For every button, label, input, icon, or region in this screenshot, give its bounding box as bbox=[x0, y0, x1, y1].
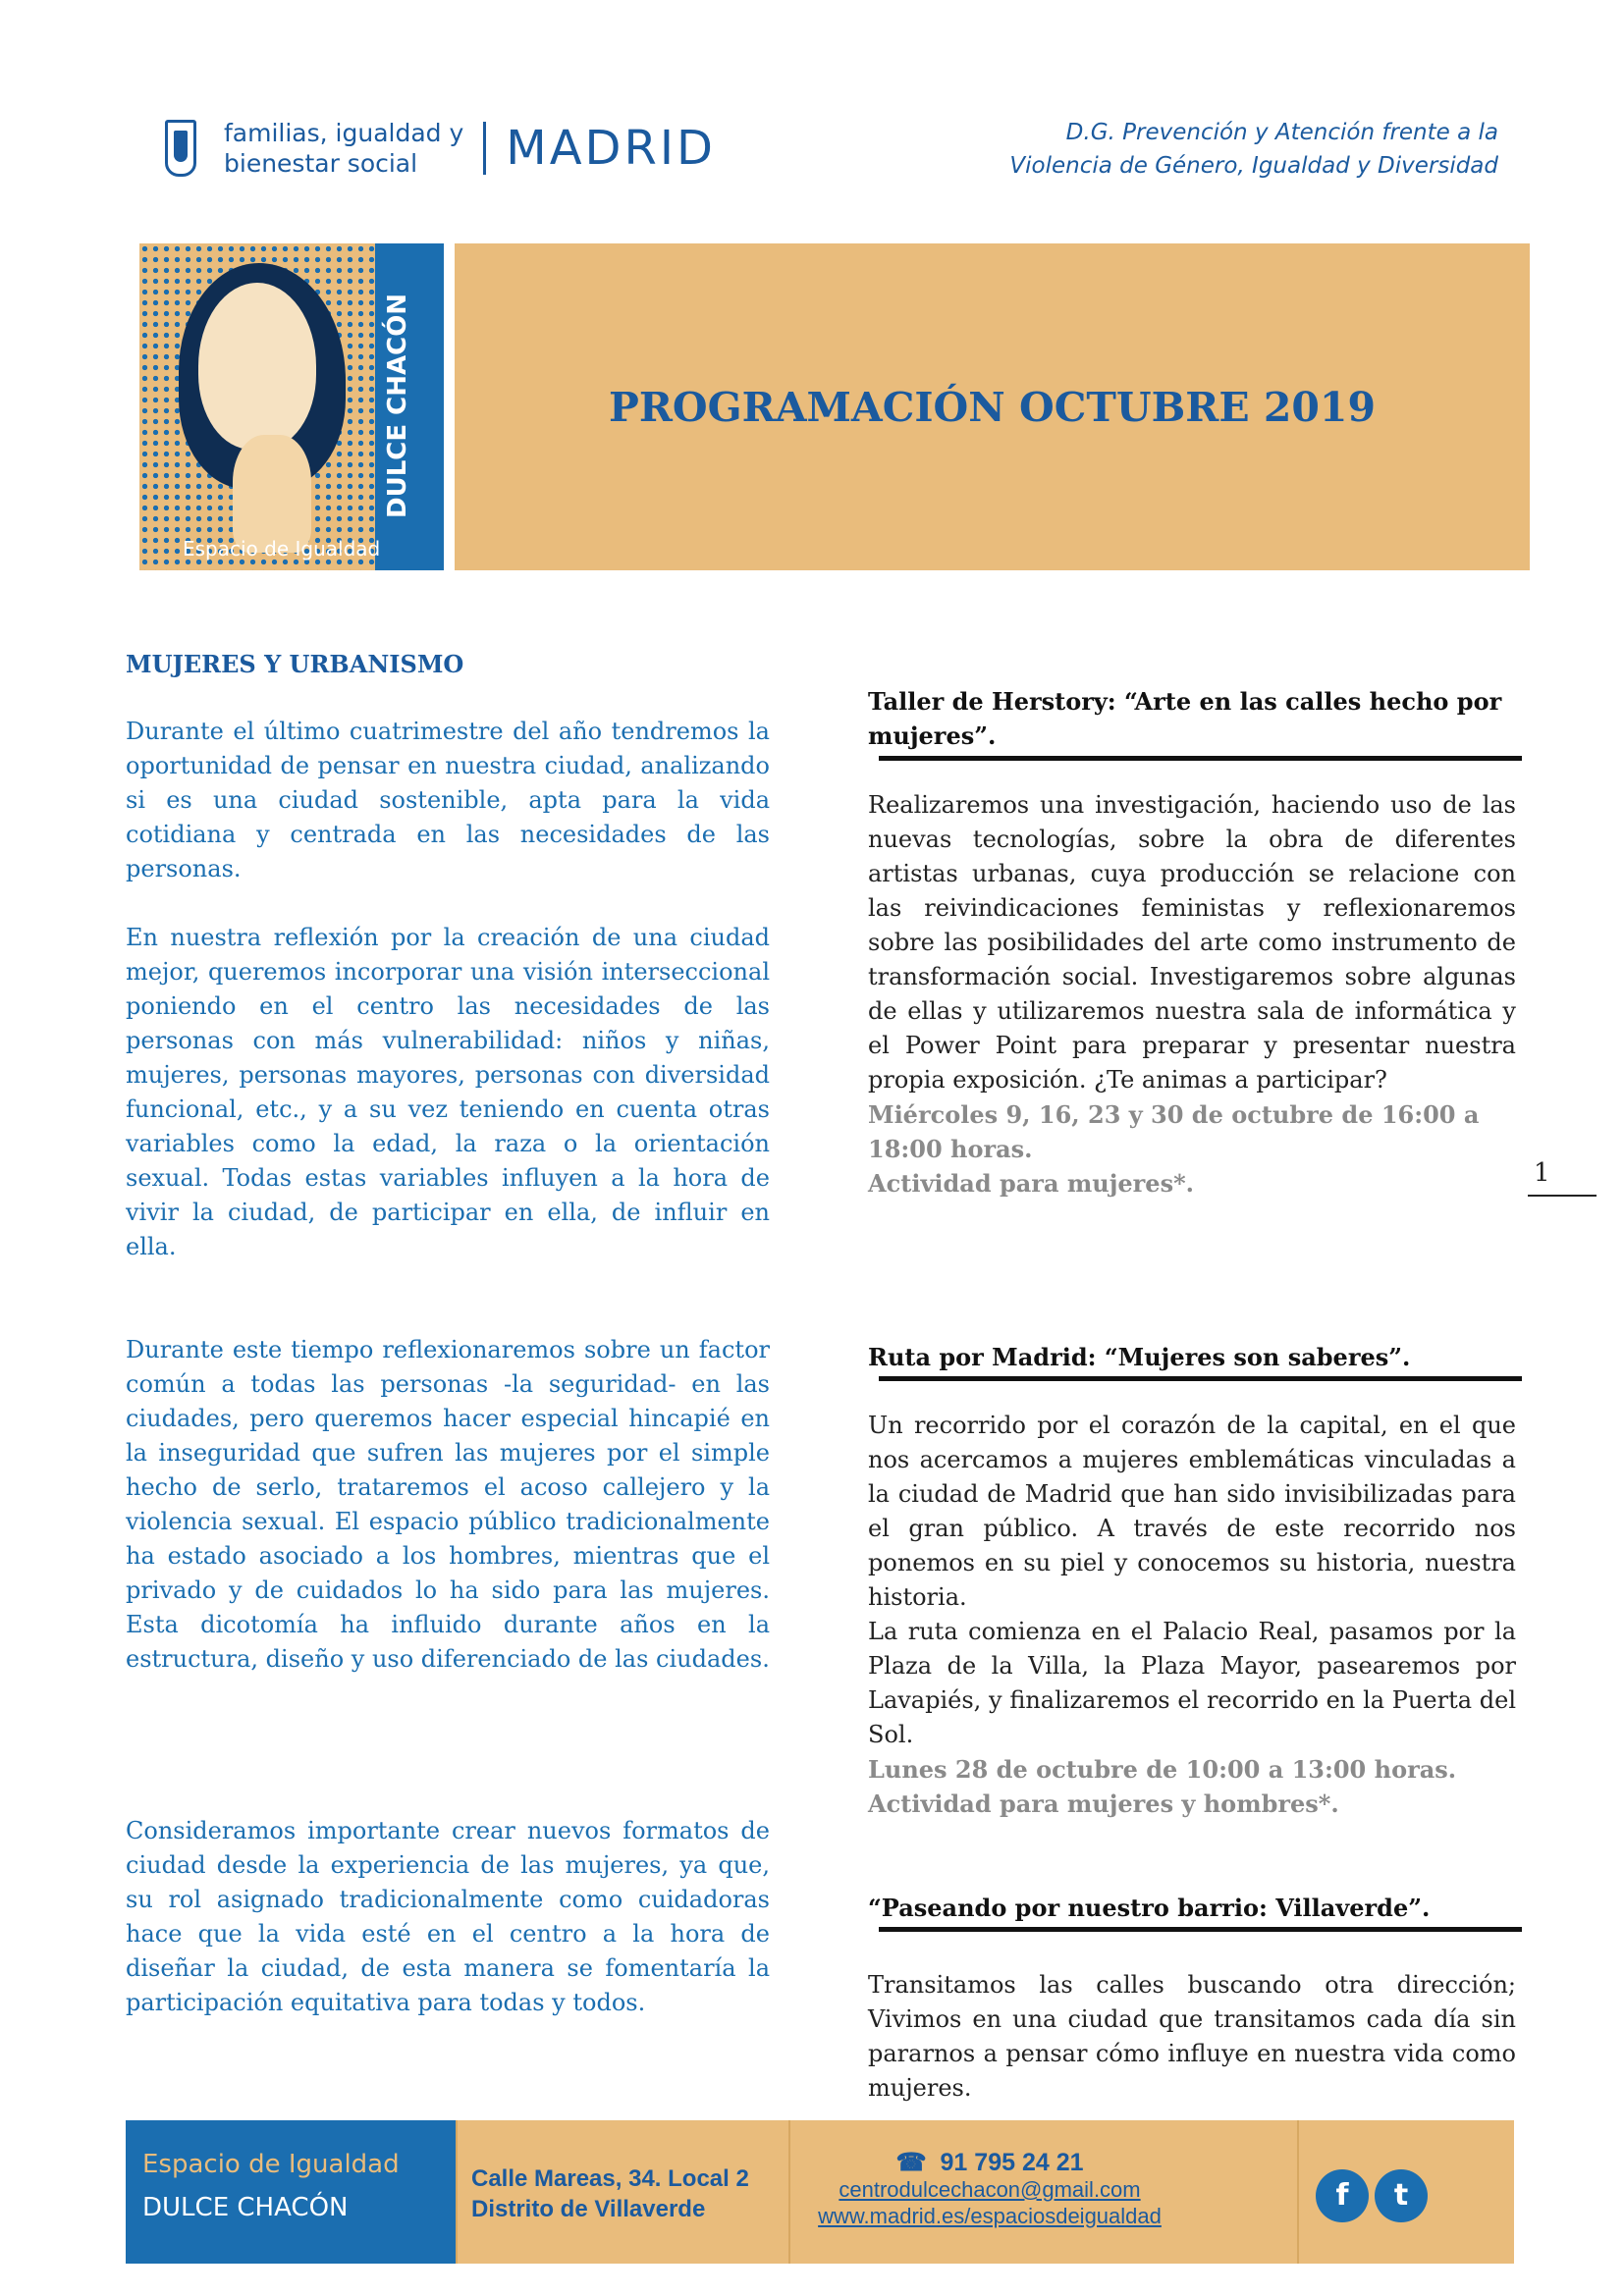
left-paragraph-4 bbox=[126, 1814, 770, 2020]
activity-2-audience: Actividad para mujeres y hombres*. bbox=[868, 1789, 1339, 1818]
title-banner bbox=[455, 243, 1530, 570]
activity-2-rule bbox=[879, 1376, 1522, 1381]
directorate-line-1: D.G. Prevención y Atención frente a la bbox=[1065, 120, 1498, 145]
left-paragraph-1 bbox=[126, 715, 770, 886]
activity-2-schedule: Lunes 28 de octubre de 10:00 a 13:00 horas. bbox=[868, 1755, 1457, 1784]
footer-name-line-2: DULCE CHACÓN bbox=[142, 2193, 349, 2222]
address-line-1: Calle Mareas, 34. Local 2 bbox=[471, 2165, 749, 2192]
footer-address bbox=[471, 2163, 749, 2224]
activity-2 bbox=[868, 1340, 1516, 1374]
footer-name-block bbox=[126, 2120, 456, 2264]
activity-3 bbox=[868, 1891, 1516, 1925]
footer-divider bbox=[456, 2120, 458, 2264]
page-number: 1 bbox=[1534, 1158, 1550, 1188]
activity-1-audience: Actividad para mujeres*. bbox=[868, 1169, 1194, 1198]
footer-contact bbox=[784, 2150, 1196, 2229]
portrait-caption: Espacio de Igualdad bbox=[183, 537, 381, 561]
department-line-1: familias, igualdad y bbox=[224, 119, 464, 147]
activity-2-description: Un recorrido por el corazón de la capital, en el que nos acercamos a mujeres emblemáticas vinculadas a la ciudad de Madrid que han sido invisibilizadas para el gran público. A través de este recorrido nos ponemos en su piel y conocemos su historia, nuestra historia. bbox=[868, 1412, 1516, 1611]
page-number-rule bbox=[1528, 1195, 1597, 1197]
activity-3-title: “Paseando por nuestro barrio: Villaverde”. bbox=[868, 1894, 1431, 1922]
left-paragraph-3 bbox=[126, 1333, 770, 1677]
paragraph-text: Durante el último cuatrimestre del año tendremos la oportunidad de pensar en nuestra ciudad, analizando si es una ciudad sostenible, apta para la vida cotidiana y centrada en las necesidades de las personas. bbox=[126, 718, 770, 882]
madrid-logo bbox=[165, 118, 716, 179]
twitter-icon[interactable]: t bbox=[1375, 2169, 1428, 2222]
portrait-logo bbox=[139, 243, 444, 570]
paragraph-text: Consideramos importante crear nuevos formatos de ciudad desde la experiencia de las mujeres, ya que, su rol asignado tradicionalmente como cuidadoras hace que la vida esté en el centro a la hora de diseñar la ciudad, de esta manera se fomentaría la participación equitativa para todas y todos. bbox=[126, 1817, 770, 2016]
activity-2-details bbox=[868, 1409, 1516, 1821]
activity-3-rule bbox=[879, 1927, 1522, 1932]
directorate-name bbox=[811, 116, 1498, 183]
left-paragraph-2 bbox=[126, 921, 770, 1264]
footer-divider bbox=[1297, 2120, 1299, 2264]
logo-divider bbox=[483, 122, 486, 175]
activity-3-details bbox=[868, 1968, 1516, 2106]
directorate-line-2: Violencia de Género, Igualdad y Diversidad bbox=[1009, 153, 1498, 179]
paragraph-text: Durante este tiempo reflexionaremos sobre un factor común a todas las personas -la seguridad- en las ciudades, pero queremos hacer especial hincapié en la inseguridad que sufren las mujeres por el simple hecho de serlo, trataremos el acoso callejero y la violencia sexual. El espacio público tradicionalmente ha estado asociado a los hombres, mientras que el privado y de cuidados lo ha sido para las mujeres. Esta dicotomía ha influido durante años en la estructura, diseño y uso diferenciado de las ciudades. bbox=[126, 1336, 770, 1673]
activity-1-details bbox=[868, 788, 1516, 1201]
portrait-name: DULCE CHACÓN bbox=[383, 293, 412, 518]
section-heading: MUJERES Y URBANISMO bbox=[126, 650, 464, 678]
activity-1-description: Realizaremos una investigación, haciendo uso de las nuevas tecnologías, sobre la obra de diferentes artistas urbanas, cuya producción se relacione con las reivindicaciones feministas y reflexionaremos sobre las posibilidades del arte como instrumento de transformación social. Investigaremos sobre algunas de ellas y utilizaremos nuestra sala de informática y el Power Point para preparar y presentar nuestra propia exposición. ¿Te animas a participar? bbox=[868, 791, 1516, 1094]
activity-2-title: Ruta por Madrid: “Mujeres son saberes”. bbox=[868, 1343, 1411, 1371]
footer bbox=[126, 2120, 1514, 2264]
activity-1-schedule: Miércoles 9, 16, 23 y 30 de octubre de 16:00 a 18:00 horas. bbox=[868, 1100, 1480, 1163]
activity-3-description: Transitamos las calles buscando otra dirección; Vivimos en una ciudad que transitamos cada día sin pararnos a pensar cómo influye en nuestra vida como mujeres. bbox=[868, 1971, 1516, 2102]
portrait-hand bbox=[233, 435, 311, 553]
email-link[interactable]: centrodulcechacon@gmail.com bbox=[839, 2177, 1141, 2202]
address-line-2: Distrito de Villaverde bbox=[471, 2196, 706, 2222]
phone-icon: ☎ bbox=[895, 2149, 927, 2176]
facebook-icon[interactable]: f bbox=[1316, 2169, 1369, 2222]
portrait-face bbox=[198, 283, 316, 450]
city-wordmark: MADRID bbox=[506, 121, 716, 176]
activity-1-title: Taller de Herstory: “Arte en las calles hecho por mujeres”. bbox=[868, 687, 1502, 750]
madrid-crest-icon bbox=[165, 120, 196, 177]
phone-number: 91 795 24 21 bbox=[940, 2149, 1084, 2176]
activity-1-rule bbox=[879, 756, 1522, 761]
activity-2-route: La ruta comienza en el Palacio Real, pasamos por la Plaza de la Villa, la Plaza Mayor, pasearemos por Lavapiés, y finalizaremos el recorrido en la Puerta del Sol. bbox=[868, 1618, 1516, 1748]
footer-name-line-1: Espacio de Igualdad bbox=[142, 2150, 400, 2179]
paragraph-text: En nuestra reflexión por la creación de una ciudad mejor, queremos incorporar una visión interseccional poniendo en el centro las necesidades de las personas con más vulnerabilidad: niños y niñas, mujeres, personas mayores, personas con diversidad funcional, etc., y a su vez teniendo en cuenta otras variables como la edad, la raza o la orientación sexual. Todas estas variables influyen a la hora de vivir la ciudad, de participar en ella, de influir en ella. bbox=[126, 924, 770, 1260]
website-link[interactable]: www.madrid.es/espaciosdeigualdad bbox=[818, 2204, 1162, 2228]
department-name bbox=[224, 118, 463, 179]
activity-1 bbox=[868, 684, 1516, 753]
page-title: PROGRAMACIÓN OCTUBRE 2019 bbox=[609, 384, 1376, 431]
footer-phone bbox=[784, 2150, 1196, 2176]
department-line-2: bienestar social bbox=[224, 149, 418, 178]
